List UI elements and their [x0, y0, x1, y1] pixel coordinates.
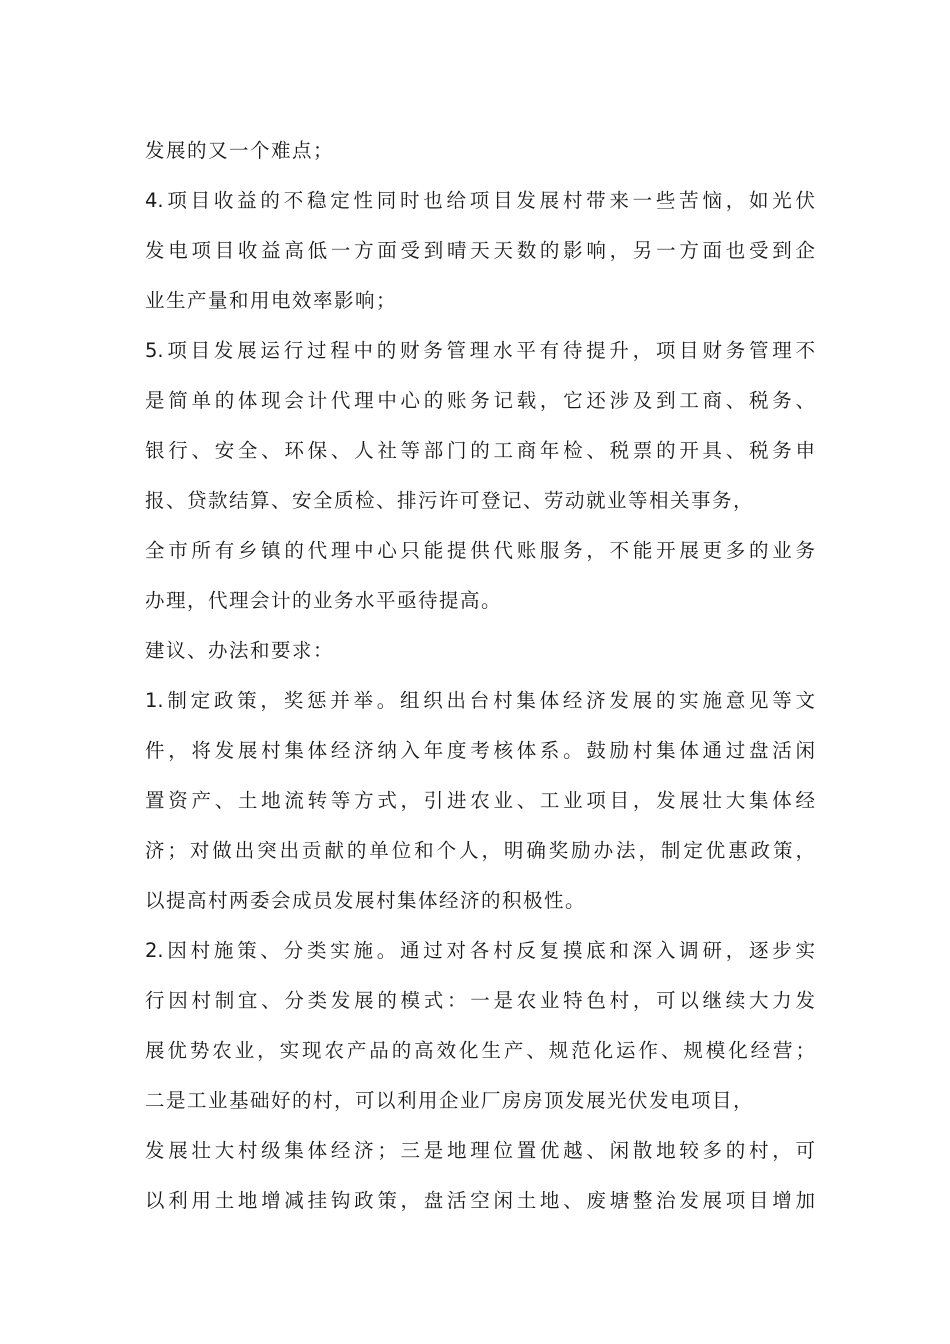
text-line: 置资产、土地流转等方式，引进农业、工业项目，发展壮大集体经	[145, 789, 815, 812]
text-line: 1.制定政策，奖惩并举。组织出台村集体经济发展的实施意见等文	[145, 689, 815, 712]
text-line: 建议、办法和要求：	[145, 639, 335, 662]
text-line: 2.因村施策、分类实施。通过对各村反复摸底和深入调研，逐步实	[145, 939, 815, 962]
text-line: 全市所有乡镇的代理中心只能提供代账服务，不能开展更多的业务	[145, 539, 815, 562]
text-line: 二是工业基础好的村，可以利用企业厂房房顶发展光伏发电项目，	[145, 1089, 755, 1112]
text-line: 是简单的体现会计代理中心的账务记载，它还涉及到工商、税务、	[145, 389, 815, 412]
text-line: 4.项目收益的不稳定性同时也给项目发展村带来一些苦恼，如光伏	[145, 189, 815, 212]
text-line: 银行、安全、环保、人社等部门的工商年检、税票的开具、税务申	[145, 439, 815, 462]
text-line: 以提高村两委会成员发展村集体经济的积极性。	[145, 889, 587, 912]
text-line: 办理，代理会计的业务水平亟待提高。	[145, 589, 503, 612]
text-line: 济；对做出突出贡献的单位和个人，明确奖励办法，制定优惠政策，	[145, 839, 815, 862]
document-body	[145, 126, 815, 1226]
text-line: 展优势农业，实现农产品的高效化生产、规范化运作、规模化经营；	[145, 1039, 815, 1062]
text-line: 以利用土地增减挂钩政策，盘活空闲土地、废塘整治发展项目增加	[145, 1189, 815, 1212]
text-line: 件，将发展村集体经济纳入年度考核体系。鼓励村集体通过盘活闲	[145, 739, 815, 762]
text-line: 发电项目收益高低一方面受到晴天天数的影响，另一方面也受到企	[145, 239, 815, 262]
text-line: 业生产量和用电效率影响；	[145, 289, 398, 312]
text-line: 发展壮大村级集体经济；三是地理位置优越、闲散地较多的村，可	[145, 1139, 815, 1162]
text-line: 行因村制宜、分类发展的模式：一是农业特色村，可以继续大力发	[145, 989, 815, 1012]
text-line: 报、贷款结算、安全质检、排污许可登记、劳动就业等相关事务，	[145, 489, 755, 512]
text-line: 5.项目发展运行过程中的财务管理水平有待提升，项目财务管理不	[145, 339, 815, 362]
text-line: 发展的又一个难点；	[145, 139, 335, 162]
